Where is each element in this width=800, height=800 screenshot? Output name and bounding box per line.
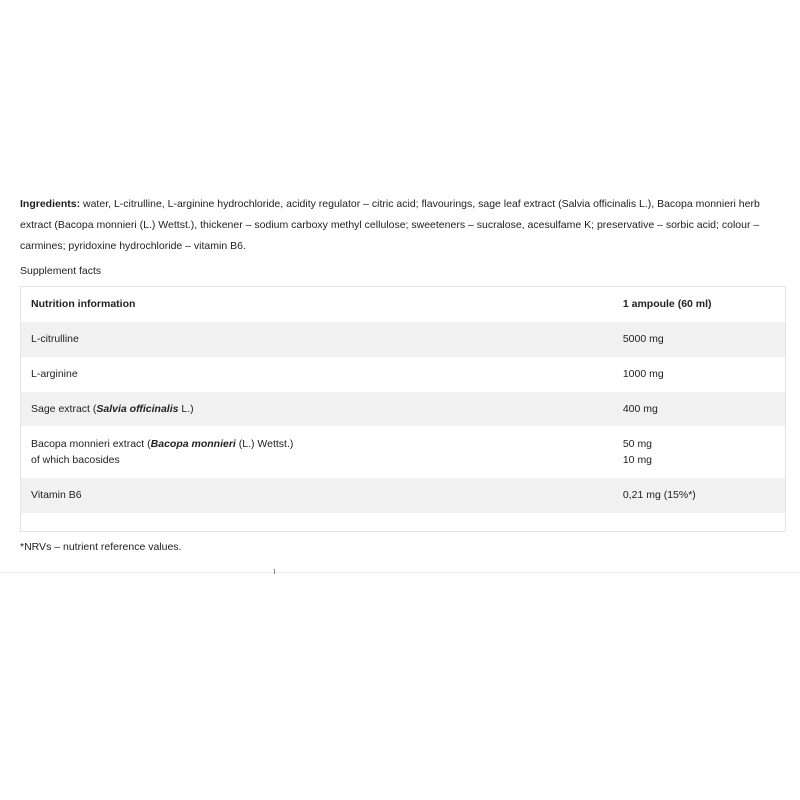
table-spacer-row — [21, 513, 786, 532]
table-row — [21, 357, 786, 392]
bacosides-value: 10 mg — [622, 454, 653, 466]
table-row — [21, 426, 786, 478]
row-value-l-arginine: 1000 mg — [622, 368, 664, 380]
sage-suffix: L.) — [178, 402, 194, 415]
table-row — [21, 322, 786, 357]
bacopa-prefix: Bacopa monnieri extract ( — [31, 438, 151, 450]
spacer-cell — [21, 513, 613, 532]
row-value-bacopa-extract — [613, 426, 786, 478]
bacopa-suffix: (L.) Wettst.) — [235, 438, 294, 450]
row-value-vitamin-b6: 0,21 mg (15%*) — [622, 489, 696, 501]
row-value-l-citrulline: 5000 mg — [622, 333, 664, 345]
ingredients-text: water, L-citrulline, L-arginine hydrochloride, acidity regulator – citric acid; flavourings, sage leaf extract (Salvia officinalis L.), Bacopa monnieri herb extract (Bacopa monnieri (L.) Wettst.), thickener – sodium carboxy methyl cellulose; sweeteners – sucralose, acesulfame K; preservative – sorbic acid; colour – carmines; pyridoxine hydrochloride – vitamin B6. — [20, 198, 760, 252]
row-name-l-citrulline: L-citrulline — [31, 333, 79, 345]
ingredients-label: Ingredients: — [20, 198, 81, 210]
nrv-footnote: *NRVs – nutrient reference values. — [20, 541, 182, 553]
spacer-cell — [613, 513, 786, 532]
divider-tick-mark — [274, 569, 275, 574]
nutrition-table — [20, 286, 786, 532]
table-row — [21, 478, 786, 513]
bacopa-value: 50 mg — [622, 438, 653, 450]
product-info — [20, 194, 786, 554]
row-name-bacopa-extract — [21, 426, 613, 478]
bottom-divider — [0, 572, 800, 573]
table-header-row — [21, 287, 786, 323]
row-name-sage-extract — [21, 392, 613, 426]
supplement-facts-title: Supplement facts — [20, 265, 102, 277]
ingredients-paragraph — [20, 194, 786, 257]
sage-prefix: Sage extract ( — [31, 402, 97, 415]
row-value-sage-extract: 400 mg — [622, 402, 658, 415]
table-row — [21, 392, 786, 426]
sage-latin-name: Salvia officinalis — [96, 402, 179, 415]
bacopa-latin-name: Bacopa monnieri — [150, 438, 236, 450]
bacosides-sub-line: of which bacosides — [31, 454, 120, 466]
bacopa-main-line — [31, 436, 603, 452]
row-name-vitamin-b6: Vitamin B6 — [31, 489, 82, 501]
header-nutrition-information: Nutrition information — [31, 298, 136, 310]
row-name-l-arginine: L-arginine — [31, 368, 78, 380]
header-serving-size: 1 ampoule (60 ml) — [622, 298, 712, 310]
